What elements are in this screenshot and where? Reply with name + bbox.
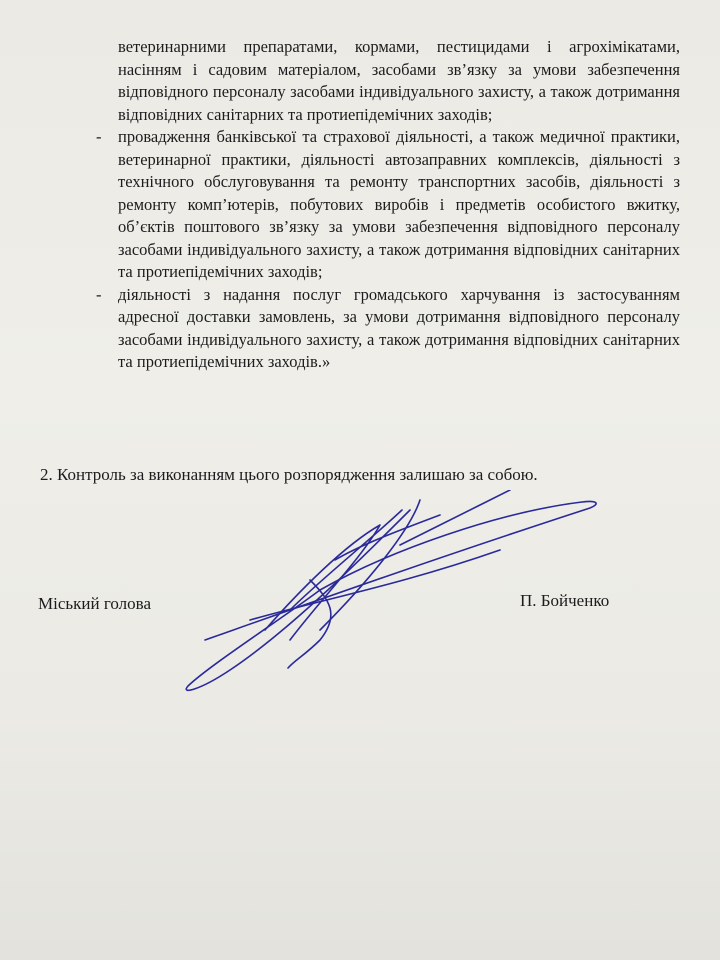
- bullet-item-catering: [96, 284, 680, 374]
- document-body: [96, 36, 680, 374]
- control-paragraph: 2. Контроль за виконанням цього розпорядження залишаю за собою.: [40, 465, 538, 484]
- continuation-paragraph: ветеринарними препаратами, кормами, пестицидами і агрохімікатами, насінням і садовим матеріалом, засобами зв’язку за умови забезпечення відповідного персоналу засобами індивідуального захисту, а також дотримання відповідних санітарних та протиепідемічних заходів;: [118, 37, 680, 124]
- bullet-text: провадження банківської та страхової діяльності, а також медичної практики, ветеринарної практики, діяльності автозаправних комплексів, діяльності з технічного обслуговування та ремонту транспортних засобів, діяльності з ремонту комп’ютерів, побутових виробів і предметів особистого вжитку, об’єктів поштового зв’язку за умови забезпечення відповідного персоналу засобами індивідуального захисту, а також дотримання відповідних санітарних та протиепідемічних заходів;: [118, 127, 680, 281]
- bullet-item-banking: [96, 126, 680, 284]
- bullet-text: діяльності з надання послуг громадського харчування із застосуванням адресної доставки замовлень, за умови дотримання відповідного персоналу засобами індивідуального захисту, а також дотримання відповідних санітарних та протиепідемічних заходів.»: [118, 284, 680, 371]
- bullet-dash: -: [96, 284, 102, 304]
- signatory-name: П. Бойченко: [520, 591, 610, 610]
- signatory-title: Міський голова: [38, 594, 151, 613]
- bullet-dash: -: [96, 127, 102, 146]
